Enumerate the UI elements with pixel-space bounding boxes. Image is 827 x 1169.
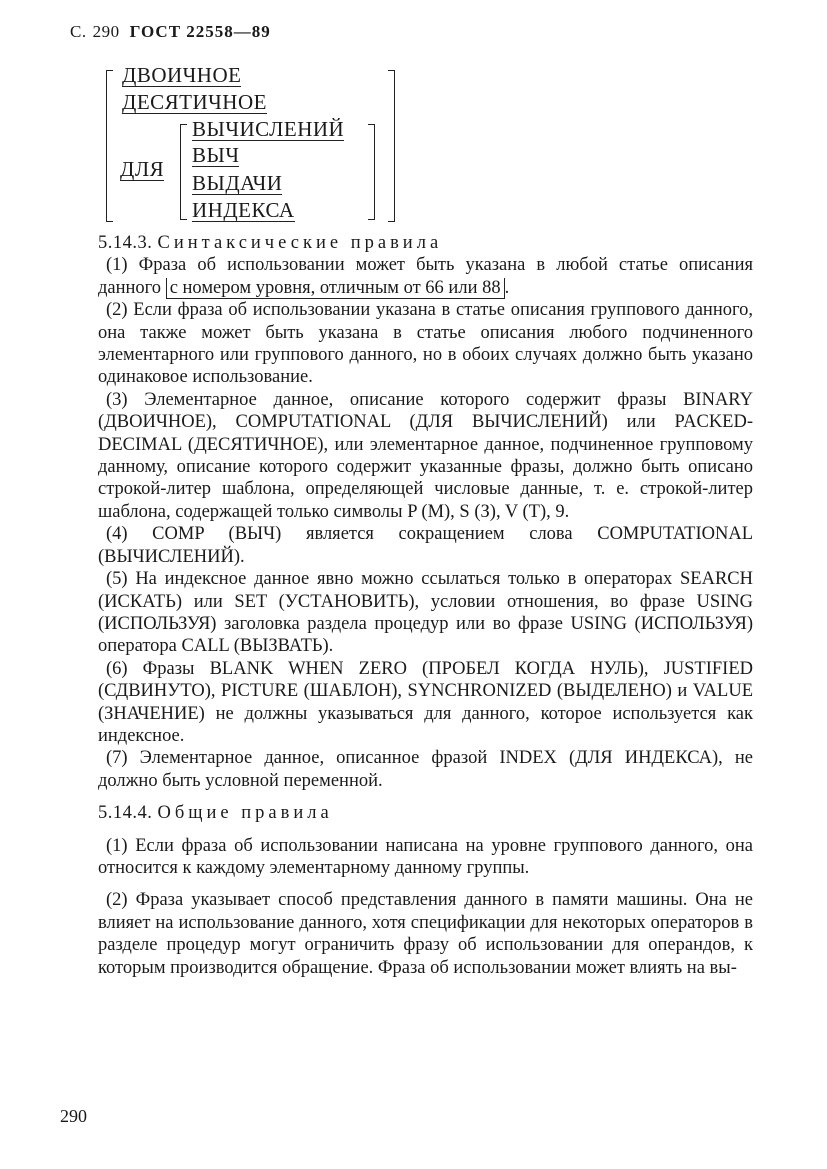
section-number: 5.14.3. bbox=[98, 233, 153, 253]
section-heading-syntax-rules bbox=[98, 232, 753, 254]
inner-right-bracket bbox=[368, 124, 375, 220]
rule-text: (1) Фраза об использовании может быть указана в любой статье описания данного bbox=[98, 255, 753, 298]
document-body bbox=[98, 232, 753, 979]
keyword-computational: ВЫЧИСЛЕНИЙ bbox=[192, 117, 345, 141]
header-prefix: С. bbox=[70, 22, 87, 41]
spacer bbox=[98, 792, 753, 802]
section-number: 5.14.4. bbox=[98, 803, 153, 824]
page-header bbox=[70, 22, 271, 42]
rule-paragraph: (5) На индексное данное явно можно ссылаться только в операторах SEARCH (ИСКАТЬ) или SET (УСТАНОВИТЬ), условии отношения, во фразе USING (ИСПОЛЬЗУЯ) заголовка раздела процедур или во фразе USING (ИСПОЛЬЗУЯ) оператора CALL (ВЫЗВАТЬ). bbox=[98, 569, 753, 657]
rule-paragraph: (6) Фразы BLANK WHEN ZERO (ПРОБЕЛ КОГДА НУЛЬ), JUSTIFIED (СДВИНУТО), PICTURE (ШАБЛОН), SYNCHRONIZED (ВЫДЕЛЕНО) и VALUE (ЗНАЧЕНИЕ) не должны указываться для данного, которое используется как индексное. bbox=[98, 658, 753, 746]
rule-paragraph: (2) Фраза указывает способ представления данного в памяти машины. Она не влияет на использование данного, хотя спецификации для некоторых операторов в разделе процедур могут ограничить фразу об использовании для операндов, к которым производится обращение. Фраза об использовании может влиять на вы- bbox=[98, 890, 753, 978]
rule-paragraph bbox=[98, 254, 753, 299]
keyword-display: ВЫДАЧИ bbox=[192, 171, 283, 195]
spacer bbox=[98, 879, 753, 889]
outer-left-bracket bbox=[106, 70, 113, 222]
keyword-dlya: ДЛЯ bbox=[120, 157, 165, 181]
section-title: Синтаксические правила bbox=[157, 233, 443, 253]
rule-paragraph: (4) COMP (ВЫЧ) является сокращением слова COMPUTATIONAL (ВЫЧИСЛЕНИЙ). bbox=[98, 524, 753, 567]
rule-paragraph: (2) Если фраза об использовании указана в статье описания группового данного, она также может быть указана в статье описания любого подчиненного элементарного или группового данного, но в обоих случаях должно быть указано одинаковое использование. bbox=[98, 300, 753, 388]
inner-left-bracket bbox=[180, 124, 187, 220]
rule-paragraph: (1) Если фраза об использовании написана на уровне группового данного, она относится к каждому элементарному данному группы. bbox=[98, 835, 753, 878]
keyword-comp: ВЫЧ bbox=[192, 143, 240, 167]
spacer bbox=[98, 825, 753, 835]
keyword-decimal: ДЕСЯТИЧНОЕ bbox=[122, 90, 267, 114]
keyword-binary: ДВОИЧНОЕ bbox=[122, 63, 242, 87]
keyword-index: ИНДЕКСА bbox=[192, 198, 295, 222]
rule-end: . bbox=[504, 277, 510, 298]
rule-paragraph: (3) Элементарное данное, описание которого содержит фразы BINARY (ДВОИЧНОЕ), COMPUTATIONAL (ДЛЯ ВЫЧИСЛЕНИЙ) или PACKED-DECIMAL (ДЕСЯТИЧНОЕ), или элементарное данное, подчиненное групповому данному, описание которого содержит указанные фразы, должно быть описано строкой-литер шаблона, определяющей числовые данные, т. е. строкой-литер шаблона, содержащей только символы P (M), S (З), V (T), 9. bbox=[98, 389, 753, 522]
header-standard: ГОСТ 22558—89 bbox=[129, 22, 271, 41]
outer-right-bracket bbox=[388, 70, 395, 222]
page-footer-number: 290 bbox=[60, 1106, 87, 1126]
section-heading-general-rules bbox=[98, 802, 753, 824]
rule-paragraph: (7) Элементарное данное, описанное фразой INDEX (ДЛЯ ИНДЕКСА), не должно быть условной переменной. bbox=[98, 748, 753, 791]
boxed-clause: с номером уровня, отличным от 66 или 88 bbox=[166, 278, 505, 299]
header-page-number: 290 bbox=[92, 22, 120, 41]
syntax-diagram bbox=[100, 62, 410, 232]
section-title: Общие правила bbox=[157, 803, 333, 824]
